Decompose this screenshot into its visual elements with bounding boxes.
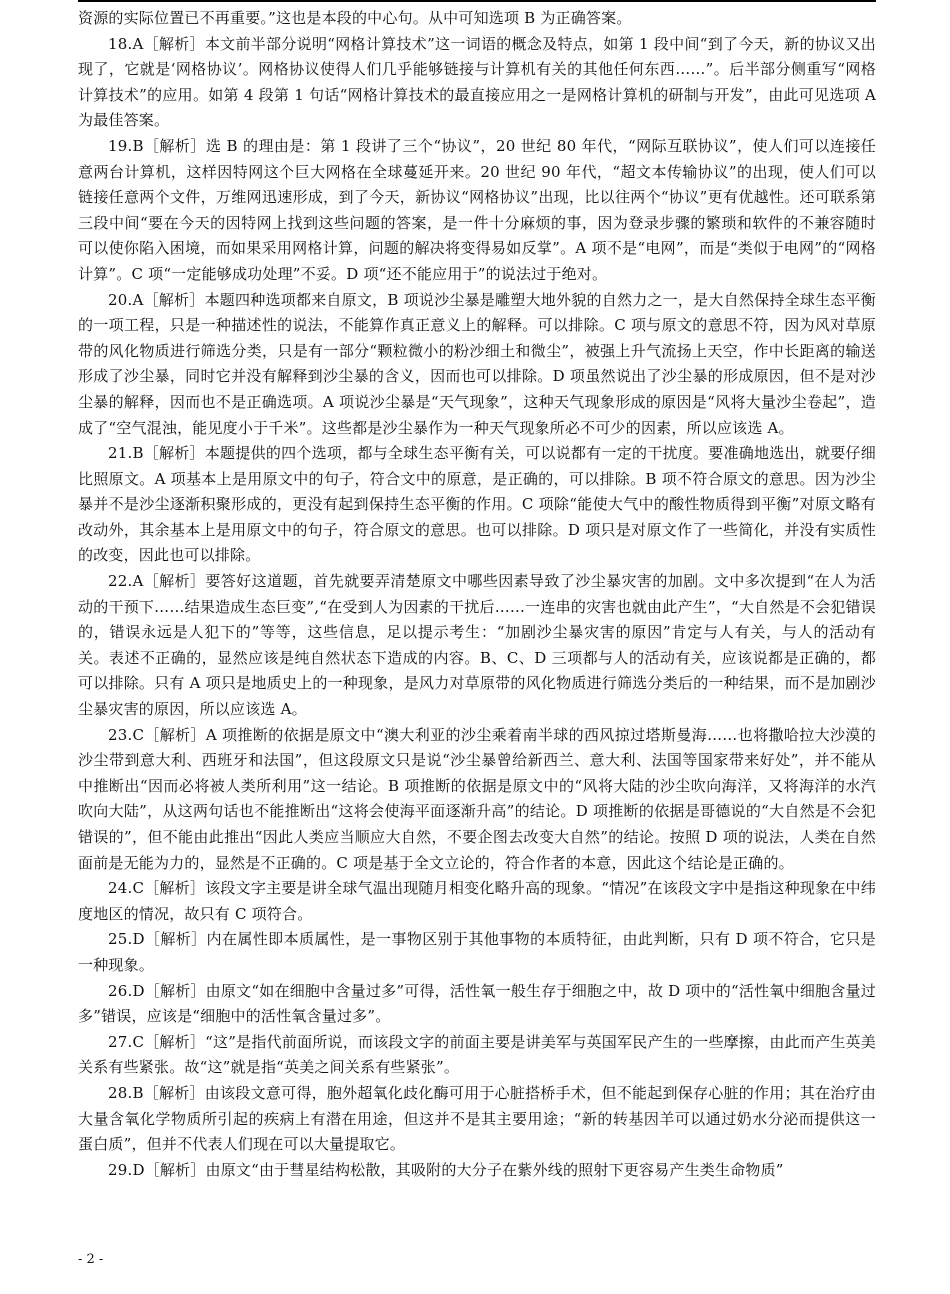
answer-number: 21. xyxy=(108,444,133,463)
top-rule xyxy=(78,0,876,2)
answer-number: 26. xyxy=(108,981,133,1000)
answer-25 xyxy=(78,927,876,978)
analysis-tag: ［解析］ xyxy=(143,136,206,155)
answer-number: 27. xyxy=(108,1032,133,1051)
answer-28 xyxy=(78,1081,876,1158)
answer-choice: B xyxy=(132,444,144,463)
page-body xyxy=(78,6,876,1183)
answer-26 xyxy=(78,979,876,1030)
answer-number: 28. xyxy=(108,1083,133,1102)
answer-number: 29. xyxy=(108,1160,133,1179)
answer-23 xyxy=(78,723,876,877)
answer-choice: D xyxy=(132,1160,145,1179)
answer-text: 内在属性即本质属性，是一事物区别于其他事物的本质特征，由此判断，只有 D 项不符合，它只是一种现象。 xyxy=(78,930,876,974)
answer-number: 23. xyxy=(108,725,133,744)
answer-text: 本题提供的四个选项，都与全球生态平衡有关，可以说都有一定的干扰度。要准确地选出，就要仔细比照原文。A 项基本上是用原文中的句子，符合文中的原意，是正确的，可以排除。B 项不符合原文的意思。因为沙尘暴并不是沙尘逐渐积聚形成的，更没有起到保持生态平衡的作用。C 项除“能使大气中的酸性物质得到平衡”对原文略有改动外，其余基本上是用原文中的句子，符合原文的意思。也可以排除。D 项只是对原文作了一些简化，并没有实质性的改变，因此也可以排除。 xyxy=(78,444,876,565)
answer-choice: B xyxy=(132,136,144,155)
answer-number: 25. xyxy=(108,930,133,949)
answer-number: 20. xyxy=(108,290,133,309)
analysis-tag: ［解析］ xyxy=(144,981,206,1000)
answer-text: 该段文字主要是讲全球气温出现随月相变化略升高的现象。“情况”在该段文字中是指这种现象在中纬度地区的情况，故只有 C 项符合。 xyxy=(78,879,876,923)
analysis-tag: ［解析］ xyxy=(143,290,205,309)
answer-27 xyxy=(78,1030,876,1081)
answer-choice: A xyxy=(132,572,144,591)
analysis-tag: ［解析］ xyxy=(144,879,206,898)
analysis-tag: ［解析］ xyxy=(144,1032,206,1051)
analysis-tag: ［解析］ xyxy=(144,930,207,949)
answer-text: A 项推断的依据是原文中“澳大利亚的沙尘乘着南半球的西风掠过塔斯曼海……也将撒哈拉大沙漠的沙尘带到意大利、西班牙和法国”，但这段原文只是说“沙尘暴曾给新西兰、意大利、法国等国家带来好处”，并不能从中推断出“因而必将被人类所利用”这一结论。B 项推断的依据是原文中的“风将大陆的沙尘吹向海洋，又将海洋的水汽吹向大陆”，从这两句话也不能推断出“这将会使海平面逐渐升高”的结论。D 项推断的依据是哥德说的“大自然是不会犯错误的”，但不能由此推出“因此人类应当顺应大自然，不要企图去改变大自然”的结论。按照 D 项的说法，人类在自然面前是无能为力的，显然是不正确的。C 项是基于全文立论的，符合作者的本意，因此这个结论是正确的。 xyxy=(78,725,876,872)
answer-choice: D xyxy=(132,930,145,949)
answer-choice: B xyxy=(132,1083,144,1102)
answer-24 xyxy=(78,876,876,927)
analysis-tag: ［解析］ xyxy=(143,444,205,463)
answer-19 xyxy=(78,134,876,288)
answer-number: 18. xyxy=(108,34,133,53)
analysis-tag: ［解析］ xyxy=(144,725,206,744)
answer-21 xyxy=(78,441,876,569)
answer-20 xyxy=(78,288,876,442)
answer-18 xyxy=(78,32,876,134)
answer-22 xyxy=(78,569,876,723)
answer-choice: A xyxy=(132,290,144,309)
answer-29 xyxy=(78,1158,876,1184)
answer-text: 由原文“如在细胞中含量过多”可得，活性氧一般生存于细胞之中，故 D 项中的“活性氧中细胞含量过多”错误，应该是“细胞中的活性氧含量过多”。 xyxy=(78,981,876,1026)
answer-choice: C xyxy=(132,725,145,744)
analysis-tag: ［解析］ xyxy=(144,1160,206,1179)
analysis-tag: ［解析］ xyxy=(143,1083,205,1102)
analysis-tag: ［解析］ xyxy=(143,572,206,591)
answer-choice: C xyxy=(132,1032,145,1051)
answer-text: “这”是指代前面所说，而该段文字的前面主要是讲美军与英国军民产生的一些摩擦，由此而产生英美关系有些紧张。故“这”就是指“英美之间关系有些紧张”。 xyxy=(78,1032,876,1077)
answer-number: 24. xyxy=(108,879,133,898)
answer-text: 要答好这道题，首先就要弄清楚原文中哪些因素导致了沙尘暴灾害的加剧。文中多次提到“在人为活动的干预下……结果造成生态巨变”,“在受到人为因素的干扰后……一连串的灾害也就由此产生”，“大自然是不会犯错误的，错误永远是人犯下的”等等，这些信息，足以提示考生：“加剧沙尘暴灾害的原因”肯定与人有关，与人的活动有关。表述不正确的，显然应该是纯自然状态下造成的内容。B、C、D 三项都与人的活动有关，应该说都是正确的，都可以排除。只有 A 项只是地质史上的一种现象，是风力对草原带的风化物质进行筛选分类后的一种结果，而不是加剧沙尘暴灾害的原因，所以应该选 A。 xyxy=(78,572,876,719)
answer-text: 本文前半部分说明“网格计算技术”这一词语的概念及特点，如第 1 段中间“到了今天，新的协议又出现了，它就是‘网格协议’。网格协议使得人们几乎能够链接与计算机有关的其他任何东西……”。后半部分侧重写“网格计算技术”的应用。如第 4 段第 1 句话“网格计算技术的最直接应用之一是网格计算机的研制与开发”，由此可见选项 A 为最佳答案。 xyxy=(78,34,876,130)
answer-choice: C xyxy=(132,879,145,898)
answer-choice: D xyxy=(132,981,145,1000)
leading-line: 资源的实际位置已不再重要。”这也是本段的中心句。从中可知选项 B 为正确答案。 xyxy=(78,9,632,27)
analysis-tag: ［解析］ xyxy=(143,34,205,53)
answer-number: 22. xyxy=(108,572,133,591)
answer-text: 由原文“由于彗星结构松散，其吸附的大分子在紫外线的照射下更容易产生类生命物质” xyxy=(205,1160,784,1179)
answer-text: 本题四种选项都来自原文，B 项说沙尘暴是雕塑大地外貌的自然力之一，是大自然保持全球生态平衡的一项工程，只是一种描述性的说法，不能算作真正意义上的解释。可以排除。C 项与原文的意思不符，因为风对草原带的风化物质进行筛选分类，只是有一部分“颗粒微小的粉沙细土和微尘”，被强上升气流扬上天空，作中长距离的输送形成了沙尘暴，同时它并没有解释到沙尘暴的含义，因而也可以排除。D 项虽然说出了沙尘暴的形成原因，但不是对沙尘暴的解释，因而也不是正确选项。A 项说沙尘暴是“天气现象”，这种天气现象形成的原因是“风将大量沙尘卷起”，造成了“空气混浊，能见度小于千米”。这些都是沙尘暴作为一种天气现象所必不可少的因素，所以应该选 A。 xyxy=(78,290,876,437)
answer-text: 选 B 的理由是：第 1 段讲了三个“协议”，20 世纪 80 年代，“网际互联协议”，使人们可以连接任意两台计算机，这样因特网这个巨大网格在全球蔓延开来。20 世纪 90 年代，“超文本传输协议”的出现，使人们可以链接任意两个文件，万维网迅速形成，到了今天，新协议“网格协议”出现，比以往两个“协议”更有优越性。还可联系第三段中间“要在今天的因特网上找到这些问题的答案，是一件十分麻烦的事，因为登录步骤的繁琐和软件的不兼容随时可以使你陷入困境，而如果采用网格计算，问题的解决将变得易如反掌”。A 项不是“电网”，而是“类似于电网”的“网格计算”。C 项“一定能够成功处理”不妥。D 项“还不能应用于”的说法过于绝对。 xyxy=(78,136,876,283)
answer-choice: A xyxy=(132,34,144,53)
answer-text: 由该段文意可得，胞外超氧化歧化酶可用于心脏搭桥手术，但不能起到保存心脏的作用；其在治疗由大量含氧化学物质所引起的疾病上有潜在用途，但这并不是其主要用途；“新的转基因羊可以通过奶水分泌而提供这一蛋白质”，但并不代表人们现在可以大量提取它。 xyxy=(78,1083,876,1154)
page-number: - 2 - xyxy=(78,1252,104,1267)
answer-number: 19. xyxy=(108,136,133,155)
